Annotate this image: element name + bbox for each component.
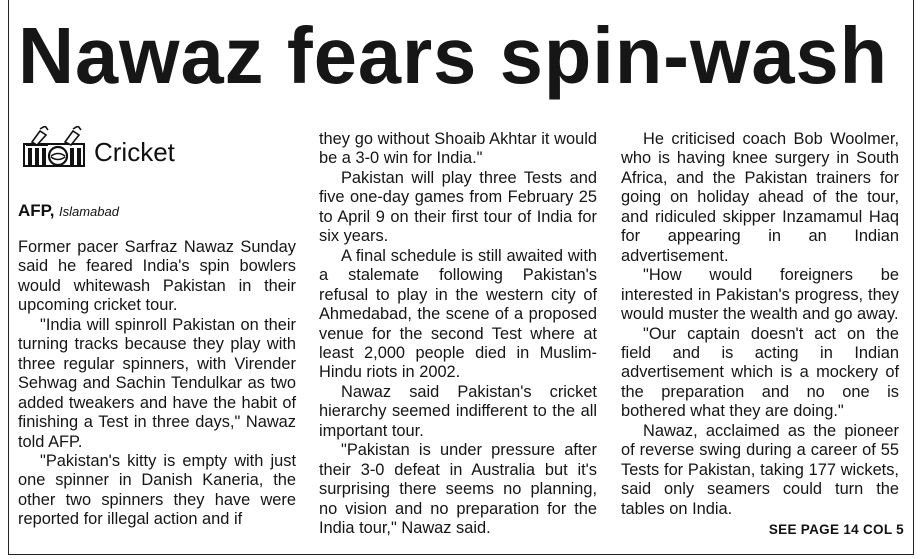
paragraph: "India will spinroll Pakistan on their turning tracks because they play with three regular spinners, with Virender Sehwag and Sachin Tendulkar as two added tweakers and have the habit of finishing a Test in three days," Nawaz told AFP. bbox=[18, 315, 296, 451]
headline: Nawaz fears spin-wash bbox=[18, 11, 888, 100]
paragraph: He criticised coach Bob Woolmer, who is having knee surgery in South Africa, and the Pakistan trainers for going on holiday ahead of the tour, and ridiculed skipper Inzamamul Haq for appearing in an Indian advertisement. bbox=[621, 130, 899, 265]
paragraph: Pakistan will play three Tests and five one-day games from February 25 to April 9 on their first tour of India for six years. bbox=[319, 168, 597, 246]
byline bbox=[18, 200, 298, 224]
paragraph: "Pakistan is under pressure after their 3-0 defeat in Australia but it's surprising there seems no planning, no vision and no preparation for the India tour," Nawaz said. bbox=[319, 441, 597, 538]
continuation-reference: SEE PAGE 14 COL 5 bbox=[768, 522, 904, 537]
paragraph: they go without Shoaib Akhtar it would be a 3-0 win for India." bbox=[319, 130, 597, 168]
byline-dateline: Islamabad bbox=[59, 204, 119, 219]
paragraph: "Our captain doesn't act on the field and is acting in Indian advertisement which is a mockery of the preparation and no one is bothered what they are doing." bbox=[621, 324, 899, 421]
section-label: Cricket bbox=[94, 137, 175, 167]
byline-agency: AFP, bbox=[18, 201, 55, 220]
column-3 bbox=[621, 130, 899, 519]
section-tag bbox=[18, 126, 298, 174]
paragraph: "How would foreigners be interested in Pakistan's progress, they would muster the wealth and go away. bbox=[621, 266, 899, 324]
column-1 bbox=[18, 238, 296, 530]
column-2 bbox=[319, 130, 597, 539]
paragraph: Former pacer Sarfraz Nawaz Sunday said he feared India's spin bowlers would whitewash Pakistan in their upcoming cricket tour. bbox=[18, 238, 296, 315]
paragraph: Nawaz, acclaimed as the pioneer of reverse swing during a career of 55 Tests for Pakistan, taking 177 wickets, said only seamers could turn the tables on India. bbox=[621, 421, 899, 518]
cricket-stumps-ball-icon bbox=[18, 126, 90, 170]
paragraph: A final schedule is still awaited with a stalemate following Pakistan's refusal to play in the western city of Ahmedabad, the scene of a proposed venue for the second Test where at least 2,000 people died in Muslim-Hindu riots in 2002. bbox=[319, 246, 597, 382]
paragraph: "Pakistan's kitty is empty with just one spinner in Danish Kaneria, the other two spinners they have were reported for illegal action and if bbox=[18, 451, 296, 529]
paragraph: Nawaz said Pakistan's cricket hierarchy seemed indifferent to the all important tour. bbox=[319, 382, 597, 440]
